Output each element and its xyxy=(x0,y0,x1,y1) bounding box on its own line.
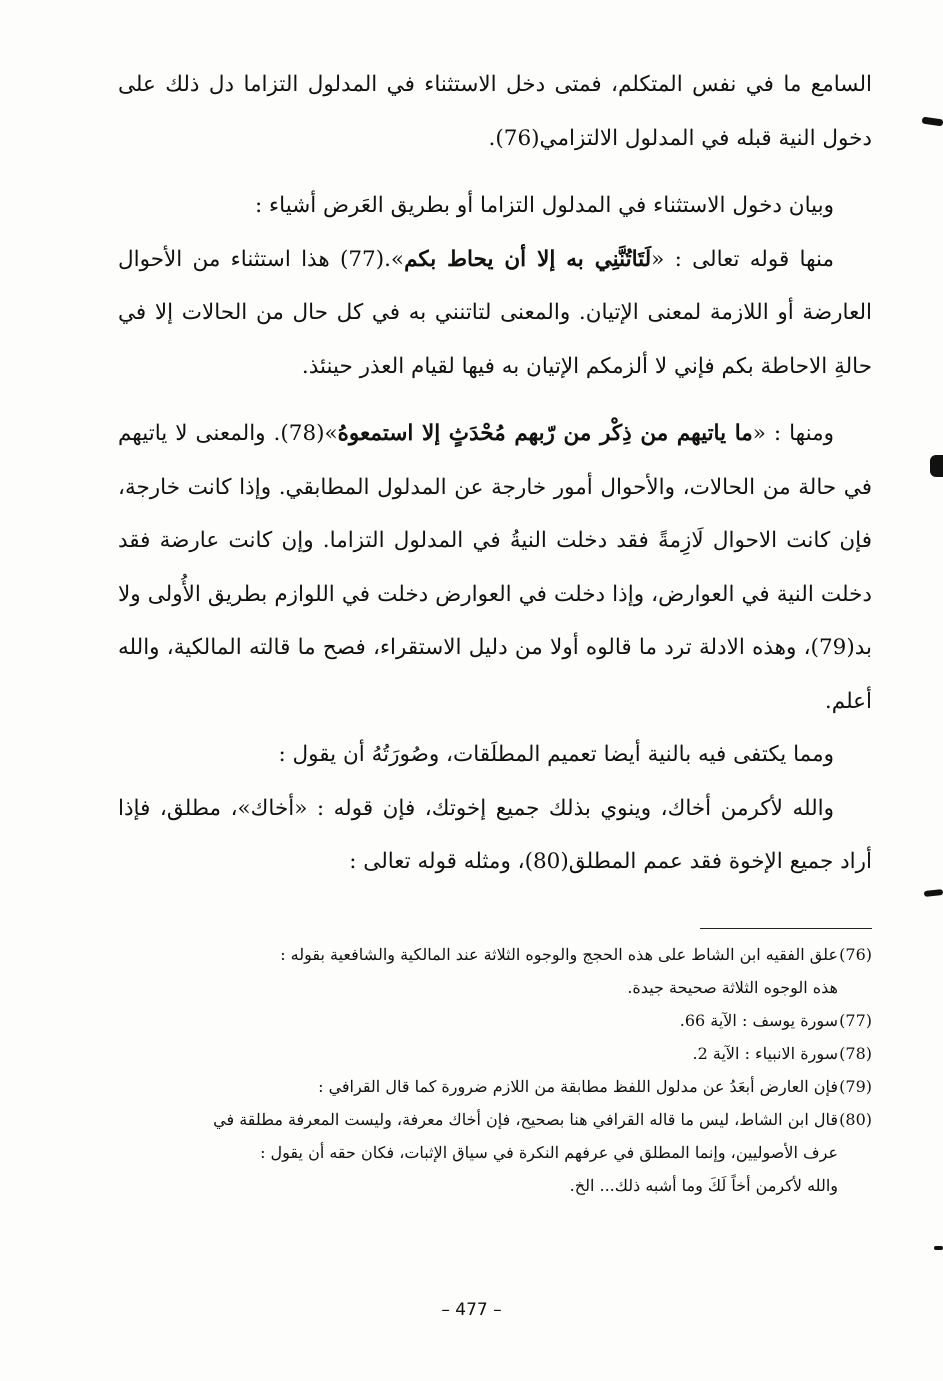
quote-suffix: »(78). والمعنى xyxy=(195,421,338,446)
text-line: حينئذ. xyxy=(301,353,353,379)
footnote-line: علق الفقيه ابن الشاط على هذه الحجج والوجوه الثلاثة عند المالكية والشافعية بقوله : xyxy=(280,945,838,964)
text-line: السامع ما في نفس المتكلم، فمتى دخل الاستثناء في المدلول التزاما دل ذلك على xyxy=(118,72,872,97)
footnote-number: (79) xyxy=(839,1077,872,1096)
text-line: الحالات إلا في حالةِ الاحاطة بكم فإني لا ألزمكم الإتيان به فيها لقيام العذر xyxy=(118,300,872,379)
footnote-79 xyxy=(118,1070,872,1103)
footnote-line: سورة يوسف : الآية 66. xyxy=(679,1011,838,1030)
paragraph-4 xyxy=(118,407,872,728)
quote-suffix: ».(77) هذا استثناء من xyxy=(192,246,405,272)
text-line: كانت عارضة فقد دخلت النية في العوارض، وإذا دخلت في العوارض دخلت في xyxy=(118,528,872,607)
text-line: فصح ما قالته المالكية، والله أعلم. xyxy=(118,635,872,714)
page-number: – 477 – xyxy=(441,1300,502,1320)
footnote-text xyxy=(118,938,838,1004)
text-line: لا ياتيهم في حالة من الحالات، والأحوال أمور خارجة عن المدلول المطابقي. وإذا xyxy=(118,421,872,500)
footnote-line: عرف الأصوليين، وإنما المطلق في عرفهم النكرة في سياق الإثبات، فكان حقه أن يقول : xyxy=(260,1143,838,1162)
footnote-80 xyxy=(118,1103,872,1202)
footnote-number: (80) xyxy=(839,1110,872,1129)
paragraph-1 xyxy=(118,58,872,165)
footnote-text xyxy=(118,1004,838,1037)
footnote-number: (78) xyxy=(839,1044,872,1063)
footnote-line: قال ابن الشاط، ليس ما قاله القرافي هنا بصحيح، فإن أخاك معرفة، وليست المعرفة مطلقة في xyxy=(213,1110,838,1129)
paragraph-3 xyxy=(118,233,872,394)
text-line: ومما يكتفى فيه بالنية أيضا تعميم المطلَقات، وصُورَتُهُ أن يقول : xyxy=(278,742,834,767)
footnote-text xyxy=(118,1070,838,1103)
footnote-number: (77) xyxy=(839,1011,872,1030)
quran-quote: لَتَاتُنَّنِي به إلا أن يحاط بكم xyxy=(404,246,652,272)
paragraph-5 xyxy=(118,728,872,782)
footnote-77 xyxy=(118,1004,872,1037)
scan-mark xyxy=(930,455,943,477)
quote-prefix: ومنها : « xyxy=(752,421,834,446)
text-line: الأحوال العارضة أو اللازمة لمعنى الإتيان. والمعنى لتاتنني به في كل حال من xyxy=(118,246,872,325)
text-line: اللوازم بطريق الأُولى ولا بد(79)، وهذه الادلة ترد ما قالوه أولا من دليل الاستقراء، xyxy=(118,581,872,660)
scan-mark xyxy=(924,889,943,897)
text-line: وبيان دخول الاستثناء في المدلول التزاما أو بطريق العَرض أشياء : xyxy=(254,193,834,218)
quran-quote: ما ياتيهم من ذِكْر من رّبهم مُحْدَثٍ إلا استمعوهُ xyxy=(337,421,753,446)
text-line: والله لأكرمن أخاك، وينوي بذلك جميع إخوتك، فإن قوله : «أخاك»، xyxy=(230,795,834,821)
text-line: مطلق، فإذا أراد جميع الإخوة فقد عمم المطلق(80)، ومثله قوله تعالى : xyxy=(118,795,872,874)
paragraph-2 xyxy=(118,179,872,233)
footnote-number: (76) xyxy=(839,945,872,964)
footnote-line: سورة الانبياء : الآية 2. xyxy=(692,1044,838,1063)
footnote-76 xyxy=(118,938,872,1004)
text-line: دخول النية قبله في المدلول الالتزامي(76). xyxy=(488,125,872,151)
quote-prefix: منها قوله تعالى : « xyxy=(651,246,834,272)
footnote-separator xyxy=(700,928,872,929)
footnote-text xyxy=(118,1103,838,1202)
footnote-line: فإن العارض أبعَدُ عن مدلول اللفظ مطابقة من اللازم ضرورة كما قال القرافي : xyxy=(318,1077,838,1096)
footnote-line: هذه الوجوه الثلاثة صحيحة جيدة. xyxy=(627,978,838,997)
paragraph-6 xyxy=(118,782,872,889)
footnote-line: والله لأكرمن أخاً لَكَ وما أشبه ذلك... الخ. xyxy=(569,1176,838,1195)
footnote-text xyxy=(118,1037,838,1070)
main-text xyxy=(118,58,872,889)
footnote-78 xyxy=(118,1037,872,1070)
text-line: كانت خارجة، فإن كانت الاحوال لَازِمةً فقد دخلت النيةُ في المدلول التزاما. وإن xyxy=(118,474,872,553)
footnotes xyxy=(118,938,872,1202)
scan-mark xyxy=(922,117,943,127)
scan-mark xyxy=(934,1246,943,1250)
